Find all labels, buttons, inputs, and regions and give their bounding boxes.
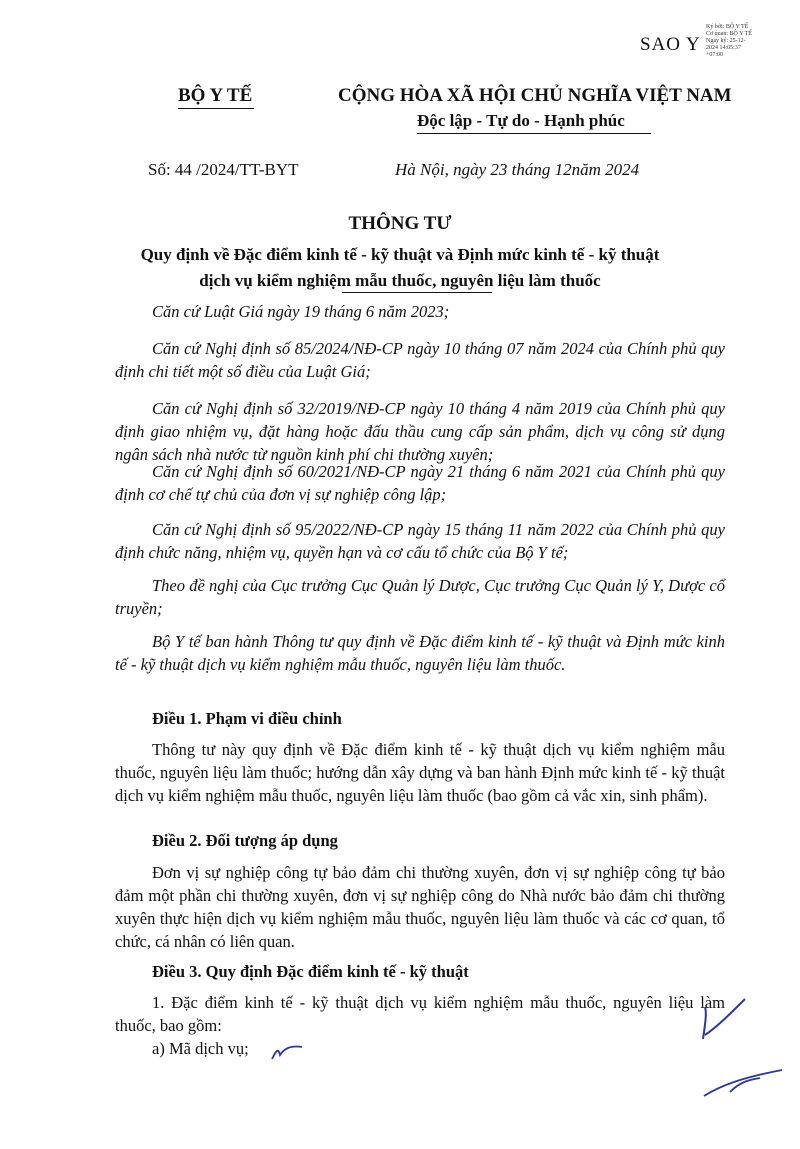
preamble-item: Căn cứ Nghị định số 85/2024/NĐ-CP ngày 10 tháng 07 năm 2024 của Chính phủ quy định chi tiết một số điều của Luật Giá;	[115, 339, 725, 381]
signature-line: Ngày ký: 25-12-	[706, 38, 746, 44]
document-type: THÔNG TƯ	[348, 213, 452, 234]
article-1-heading: Điều 1. Phạm vi điều chỉnh	[152, 709, 342, 728]
article-3-clause-1: 1. Đặc điểm kinh tế - kỹ thuật dịch vụ kiểm nghiệm mẫu thuốc, nguyên liệu làm thuốc, bao gồm:	[115, 993, 725, 1035]
subtitle-line-1: Quy định về Đặc điểm kinh tế - kỹ thuật và Định mức kinh tế - kỹ thuật	[140, 245, 660, 264]
article-3-heading: Điều 3. Quy định Đặc điểm kinh tế - kỹ thuật	[152, 962, 469, 981]
signature-line: Ký bởi: BỘ Y TẾ	[706, 24, 749, 30]
document-subtitle	[0, 242, 800, 294]
signature-line: +07:00	[706, 52, 724, 58]
ministry-underline	[178, 108, 254, 109]
copy-stamp: SAO Y	[640, 34, 701, 55]
issuing-ministry: BỘ Y TẾ	[178, 85, 253, 106]
initial-mark-icon	[695, 995, 755, 1045]
preamble-item: Căn cứ Nghị định số 32/2019/NĐ-CP ngày 10 tháng 4 năm 2019 của Chính phủ quy định giao nhiệm vụ, đặt hàng hoặc đấu thầu cung cấp sản phẩm, dịch vụ công sử dụng ngân sách nhà nước từ nguồn kinh phí chi thường xuyên;	[115, 399, 725, 464]
article-2-heading: Điều 2. Đối tượng áp dụng	[152, 831, 338, 850]
preamble-item: Căn cứ Nghị định số 60/2021/NĐ-CP ngày 21 tháng 6 năm 2021 của Chính phủ quy định cơ chế tự chủ của đơn vị sự nghiệp công lập;	[115, 462, 725, 504]
motto-underline	[417, 133, 651, 134]
initial-mark-icon	[268, 1035, 308, 1065]
national-title: CỘNG HÒA XÃ HỘI CHỦ NGHĨA VIỆT NAM	[338, 85, 732, 106]
article-3-item-a: a) Mã dịch vụ;	[152, 1039, 249, 1058]
preamble-item: Căn cứ Luật Giá ngày 19 tháng 6 năm 2023;	[152, 302, 450, 321]
subtitle-underline	[342, 292, 492, 293]
signature-line: Cơ quan: BỘ Y TẾ	[706, 31, 752, 37]
signature-line: 2024 14:05:37	[706, 45, 741, 51]
article-2-body: Đơn vị sự nghiệp công tự bảo đảm chi thường xuyên, đơn vị sự nghiệp công tự bảo đảm một phần chi thường xuyên, đơn vị sự nghiệp công do Nhà nước bảo đảm chi thường xuyên thực hiện dịch vụ kiểm nghiệm mẫu thuốc, nguyên liệu làm thuốc và các cơ quan, tổ chức, cá nhân có liên quan.	[115, 863, 725, 951]
document-number: Số: 44 /2024/TT-BYT	[148, 160, 299, 179]
signature-stroke-icon	[700, 1062, 790, 1102]
issue-date: Hà Nội, ngày 23 tháng 12năm 2024	[395, 160, 640, 179]
digital-signature-info	[706, 24, 796, 59]
preamble-item: Theo đề nghị của Cục trưởng Cục Quản lý Dược, Cục trưởng Cục Quản lý Y, Dược cổ truyền;	[115, 576, 725, 618]
national-motto: Độc lập - Tự do - Hạnh phúc	[417, 111, 625, 130]
article-1-body: Thông tư này quy định về Đặc điểm kinh tế - kỹ thuật dịch vụ kiểm nghiệm mẫu thuốc, nguyên liệu làm thuốc; hướng dẫn xây dựng và ban hành Định mức kinh tế - kỹ thuật dịch vụ kiểm nghiệm mẫu thuốc, nguyên liệu làm thuốc (bao gồm cả vắc xin, sinh phẩm).	[115, 740, 725, 805]
preamble-item: Căn cứ Nghị định số 95/2022/NĐ-CP ngày 15 tháng 11 năm 2022 của Chính phủ quy định chức năng, nhiệm vụ, quyền hạn và cơ cấu tổ chức của Bộ Y tế;	[115, 520, 725, 562]
preamble-item: Bộ Y tế ban hành Thông tư quy định về Đặc điểm kinh tế - kỹ thuật và Định mức kinh tế - kỹ thuật dịch vụ kiểm nghiệm mẫu thuốc, nguyên liệu làm thuốc.	[115, 632, 725, 674]
subtitle-line-2: dịch vụ kiểm nghiệm mẫu thuốc, nguyên liệu làm thuốc	[199, 271, 601, 290]
